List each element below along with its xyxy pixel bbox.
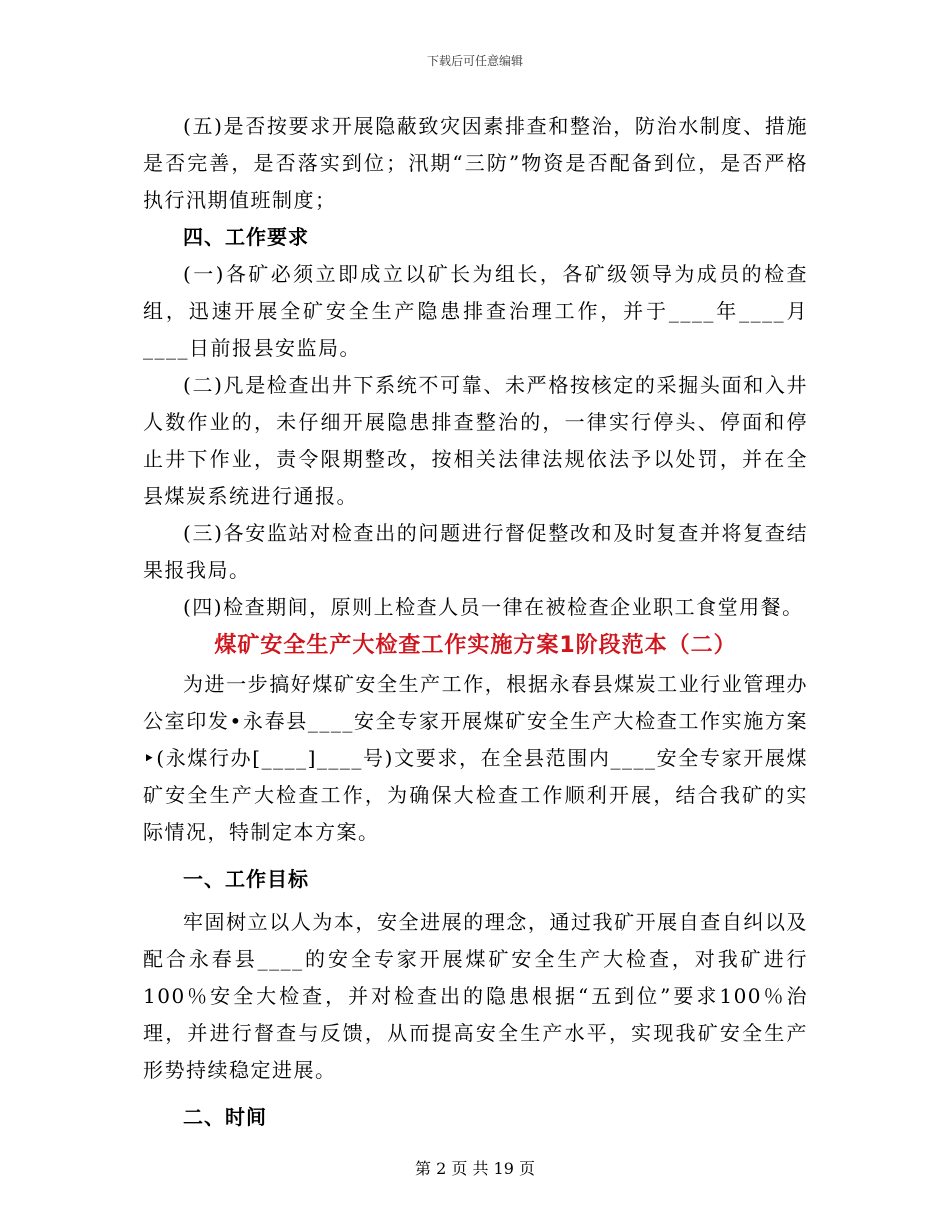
- page-header: 下载后可任意编辑: [426, 54, 523, 68]
- section-title: 煤矿安全生产大检查工作实施方案1阶段范本（二）: [214, 633, 737, 658]
- requirement-4: (四)检查期间，原则上检查人员一律在被检查企业职工食堂用餐。: [183, 595, 804, 619]
- requirement-2: (二)凡是检查出井下系统不可靠、未严格按核定的采掘头面和入井人数作业的，未仔细开展隐患排查整治的，一律实行停头、停面和停止井下作业，责令限期整改，按相关法律法规依法予以处罚，并在全县煤炭系统进行通报。: [143, 373, 808, 508]
- document-body: [143, 108, 808, 1142]
- section-heading-work-requirements: 四、工作要求: [183, 225, 309, 249]
- requirement-3: (三)各安监站对检查出的问题进行督促整改和及时复查并将复查结果报我局。: [143, 521, 808, 582]
- page-footer: 第 2 页 共 19 页: [415, 1159, 535, 1178]
- intro-paragraph: 为进一步搞好煤矿安全生产工作，根据永春县煤炭工业行业管理办公室印发•永春县____安全专家开展煤矿安全生产大检查工作实施方案‣(永煤行办[____]____号)文要求，在全县范围内____安全专家开展煤矿安全生产大检查工作，为确保大检查工作顺利开展，结合我矿的实际情况，特制定本方案。: [143, 672, 808, 844]
- requirement-1: (一)各矿必须立即成立以矿长为组长，各矿级领导为成员的检查组，迅速开展全矿安全生产隐患排查治理工作，并于____年____月____日前报县安监局。: [143, 262, 808, 360]
- section-heading-time: 二、时间: [183, 1105, 267, 1129]
- section-heading-work-goal: 一、工作目标: [183, 867, 309, 891]
- goal-paragraph: 牢固树立以人为本，安全进展的理念，通过我矿开展自查自纠以及配合永春县____的安全专家开展煤矿安全生产大检查，对我矿进行100％安全大检查，并对检查出的隐患根据“五到位”要求100％治理，并进行督查与反馈，从而提高安全生产水平，实现我矿安全生产形势持续稳定进展。: [143, 910, 808, 1082]
- paragraph-item-5: (五)是否按要求开展隐蔽致灾因素排查和整治，防治水制度、措施是否完善，是否落实到位；汛期“三防”物资是否配备到位，是否严格执行汛期值班制度；: [143, 114, 808, 212]
